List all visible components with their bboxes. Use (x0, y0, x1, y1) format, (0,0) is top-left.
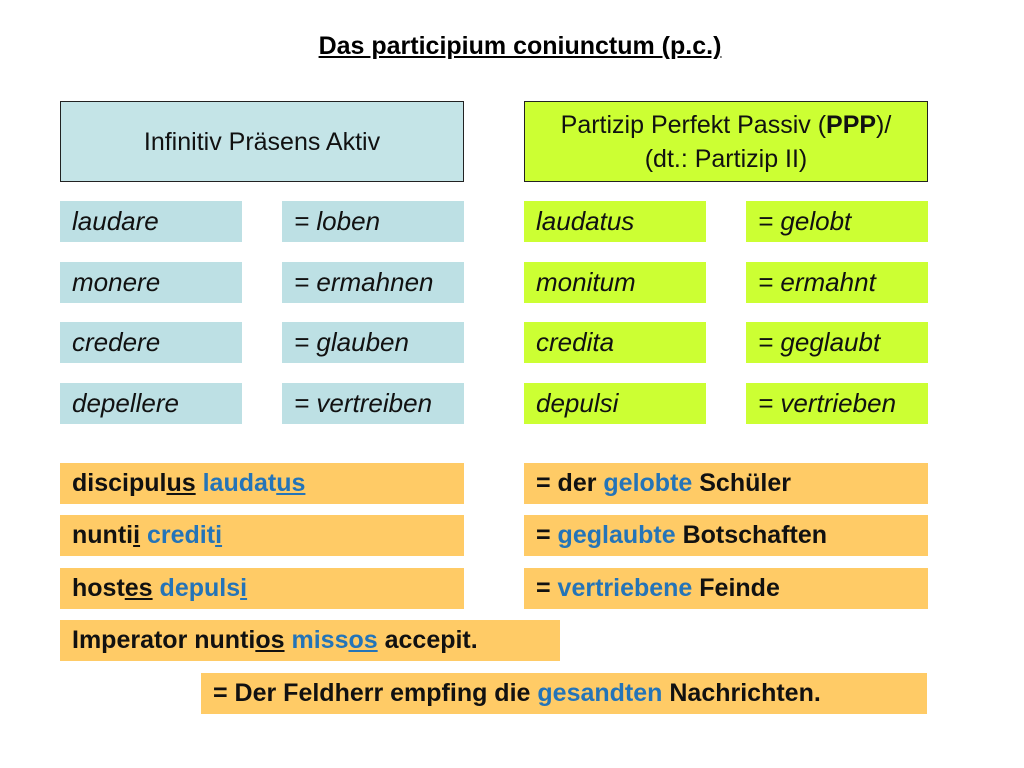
translation-participle: geglaubte (557, 521, 676, 549)
example-sentence (60, 620, 560, 661)
participle-latin: credita (524, 322, 706, 363)
participle-german: = geglaubt (746, 322, 928, 363)
infinitive-latin: laudare (60, 201, 242, 242)
participle-ending: i (215, 521, 223, 549)
spacer (196, 469, 203, 497)
participle-stem: depuls (159, 574, 241, 602)
translation-participle: vertriebene (557, 574, 693, 602)
header-ppp-text-b: )/ (876, 110, 892, 139)
translation-prefix: = (536, 521, 558, 549)
infinitive-latin: credere (60, 322, 242, 363)
noun-ending: os (255, 626, 285, 654)
sentence-translation (201, 673, 927, 714)
participle-ending: us (276, 469, 306, 497)
header-ppp-text-a: Partizip Perfekt Passiv ( (560, 110, 827, 139)
translation-suffix: Botschaften (675, 521, 828, 549)
noun-ending: i (133, 521, 141, 549)
translation-prefix: = Der Feldherr empfing die (213, 679, 538, 707)
sentence-suffix: accepit. (377, 626, 478, 654)
example-translation (524, 568, 928, 609)
header-infinitive (60, 101, 464, 182)
infinitive-german: = glauben (282, 322, 464, 363)
page-title: Das participium coniunctum (p.c.) (318, 32, 722, 60)
spacer (140, 521, 147, 549)
example-latin (60, 568, 464, 609)
participle-stem: credit (147, 521, 216, 549)
translation-participle: gelobte (603, 469, 693, 497)
infinitive-german: = vertreiben (282, 383, 464, 424)
translation-suffix: Schüler (692, 469, 791, 497)
translation-suffix: Feinde (692, 574, 780, 602)
participle-latin: laudatus (524, 201, 706, 242)
header-infinitive-label: Infinitiv Präsens Aktiv (143, 127, 381, 156)
participle-latin: depulsi (524, 383, 706, 424)
example-translation (524, 463, 928, 504)
header-ppp-line2: (dt.: Partizip II) (644, 144, 808, 173)
infinitive-latin: monere (60, 262, 242, 303)
noun-stem: nunti (72, 521, 134, 549)
header-ppp-line1 (561, 108, 892, 142)
infinitive-latin: depellere (60, 383, 242, 424)
participle-latin: monitum (524, 262, 706, 303)
noun-stem: discipul (72, 469, 167, 497)
header-ppp (524, 101, 928, 182)
participle-ending: i (240, 574, 248, 602)
participle-german: = vertrieben (746, 383, 928, 424)
sentence-prefix: Imperator nunti (72, 626, 256, 654)
noun-ending: us (166, 469, 196, 497)
translation-participle: gesandten (537, 679, 663, 707)
noun-stem: host (72, 574, 125, 602)
translation-prefix: = der (536, 469, 604, 497)
participle-stem: laudat (202, 469, 277, 497)
participle-german: = ermahnt (746, 262, 928, 303)
example-latin (60, 515, 464, 556)
infinitive-german: = ermahnen (282, 262, 464, 303)
example-translation (524, 515, 928, 556)
noun-ending: es (124, 574, 153, 602)
spacer (153, 574, 160, 602)
header-ppp-abbr: PPP (826, 110, 877, 139)
translation-suffix: Nachrichten. (662, 679, 821, 707)
participle-german: = gelobt (746, 201, 928, 242)
example-latin (60, 463, 464, 504)
participle-ending: os (348, 626, 378, 654)
participle-stem: miss (291, 626, 349, 654)
translation-prefix: = (536, 574, 558, 602)
infinitive-german: = loben (282, 201, 464, 242)
